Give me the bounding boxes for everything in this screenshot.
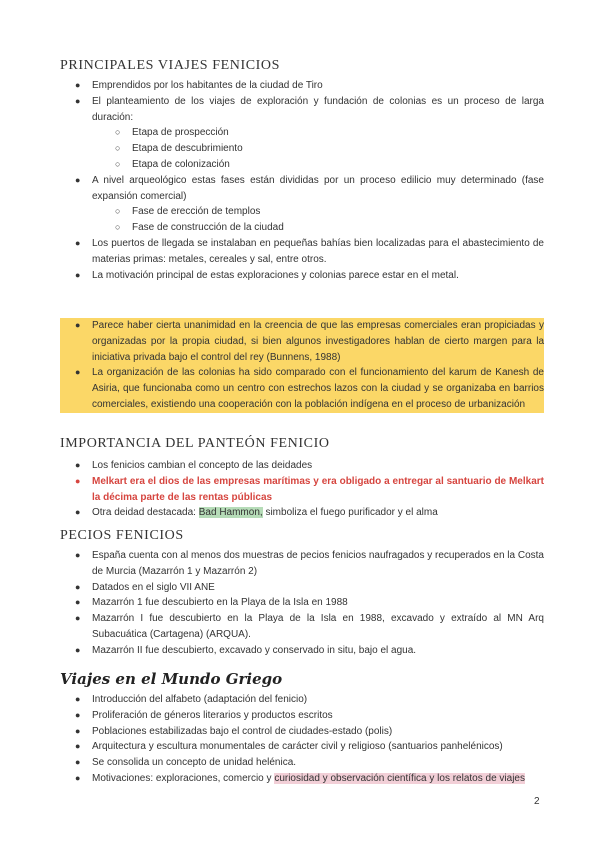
bullet-icon: ●	[75, 694, 81, 704]
list-item: ● España cuenta con al menos dos muestras de pecios fenicios naufragados y recuperados en la Costa de Murcia (Mazarrón 1 y Mazarrón 2)	[75, 550, 544, 577]
list-item: ● Proliferación de géneros literarios y productos escritos	[60, 708, 544, 724]
bullet-icon: ●	[75, 460, 81, 470]
circle-bullet-icon: ○	[115, 158, 121, 169]
bullet-icon: ●	[75, 80, 81, 90]
bullet-icon: ●	[75, 613, 81, 624]
list-item: ● Introducción del alfabeto (adaptación del fenicio)	[60, 692, 544, 708]
list-item: ● Mazarrón 1 fue descubierto en la Playa de la Isla en 1988	[60, 595, 544, 611]
bullet-icon: ●	[75, 725, 81, 736]
bullet-icon: ●	[75, 581, 81, 592]
sub-list-item: ○ Etapa de descubrimiento	[60, 141, 544, 157]
bullet-icon: ●	[75, 709, 81, 720]
circle-bullet-icon: ○	[115, 222, 121, 233]
bullet-icon: ●	[75, 550, 81, 560]
heading-panteon-fenicio: IMPORTANCIA DEL PANTEÓN FENICIO	[60, 436, 330, 451]
list-item: ● Motivaciones: exploraciones, comercio y curiosidad y observación científica y los relatos de viajes	[60, 771, 544, 787]
highlighted-list-item: ● Parece haber cierta unanimidad en la creencia de que las empresas comerciales eran propiciadas y organizadas por la propia ciudad, si bien algunos investigadores hablan de cierto margen para la iniciativa privada bajo el control del rey (Bunnens, 1988)	[60, 318, 544, 365]
bullet-icon: ●	[75, 644, 81, 655]
heading-pecios-fenicios: PECIOS FENICIOS	[60, 528, 184, 543]
list-highlighted-notes	[60, 318, 544, 413]
bullet-icon: ●	[75, 269, 81, 280]
list-item: ● Datados en el siglo VII ANE	[60, 580, 544, 596]
list-principales-viajes	[60, 78, 544, 283]
list-panteon-fenicio	[60, 458, 544, 521]
bullet-icon: ●	[75, 597, 81, 608]
list-item: ● Otra deidad destacada: Bad Hammon, simboliza el fuego purificador y el alma	[60, 505, 544, 521]
bullet-icon: ●	[75, 741, 81, 752]
list-item: ● Mazarrón II fue descubierto, excavado y conservado in situ, bajo el agua.	[60, 643, 544, 659]
list-item: ● Los puertos de llegada se instalaban en pequeñas bahías bien localizadas para el abastecimiento de materias primas: metales, cereales y sal, entre otros.	[75, 237, 544, 265]
bullet-icon: ●	[75, 237, 81, 248]
bullet-icon: ●	[75, 320, 81, 330]
list-item: ● Emprendidos por los habitantes de la ciudad de Tiro	[60, 78, 544, 94]
sub-list-item: ○ Fase de erección de templos	[60, 204, 544, 220]
list-item-melkart: ● Melkart era el dios de las empresas marítimas y era obligado a entregar al santuario de Melkart la décima parte de las rentas públicas	[75, 475, 544, 503]
heading-viajes-mundo-griego: Viajes en el Mundo Griego	[60, 670, 283, 688]
bullet-icon: ●	[75, 475, 81, 486]
page-number: 2	[534, 796, 540, 807]
list-item: ● El planteamiento de los viajes de exploración y fundación de colonias es un proceso de larga duración:	[75, 95, 544, 123]
list-item: ● Mazarrón I fue descubierto en la Playa de la Isla en 1988, excavado y extraído al MN Arq Subacuática (Cartagena) (ARQUA).	[75, 613, 544, 640]
list-item: ● La motivación principal de estas exploraciones y colonias parece estar en el metal.	[60, 268, 544, 284]
bullet-icon: ●	[75, 772, 81, 783]
sub-list-item: ○ Etapa de colonización	[60, 157, 544, 173]
circle-bullet-icon: ○	[115, 206, 121, 217]
list-item: ● A nivel arqueológico estas fases están divididas por un proceso edilicio muy determinado (fase expansión comercial)	[75, 174, 544, 202]
list-item: ● Los fenicios cambian el concepto de las deidades	[60, 458, 544, 474]
circle-bullet-icon: ○	[115, 143, 121, 154]
bullet-icon: ●	[75, 174, 81, 185]
sub-list-item: ○ Etapa de prospección	[60, 125, 544, 141]
highlighted-list-item: ● La organización de las colonias ha sido comparado con el funcionamiento del karum de Kanesh de Asiria, que funcionaba como un centro con estrechos lazos con la ciudad y se organizaba en barrios comerciales, existiendo una cooperación con la población indígena en el proceso de urbanización	[60, 365, 544, 412]
list-item: ● Arquitectura y escultura monumentales de carácter civil y religioso (santuarios panhelénicos)	[60, 739, 544, 755]
list-item: ● Poblaciones estabilizadas bajo el control de ciudades-estado (polis)	[60, 724, 544, 740]
bullet-icon: ●	[75, 757, 81, 768]
bullet-icon: ●	[75, 507, 81, 518]
list-item: ● Se consolida un concepto de unidad helénica.	[60, 755, 544, 771]
sub-list-item: ○ Fase de construcción de la ciudad	[60, 220, 544, 236]
list-pecios-fenicios	[60, 548, 544, 659]
bullet-icon: ●	[75, 367, 81, 378]
bullet-icon: ●	[75, 95, 81, 106]
highlighted-motivation-text: curiosidad y observación científica y los relatos de viajes	[274, 772, 525, 784]
circle-bullet-icon: ○	[115, 127, 121, 138]
list-mundo-griego	[60, 692, 544, 787]
highlighted-deity-name: Bad Hammon,	[198, 507, 263, 519]
heading-principales-viajes: PRINCIPALES VIAJES FENICIOS	[60, 58, 281, 73]
